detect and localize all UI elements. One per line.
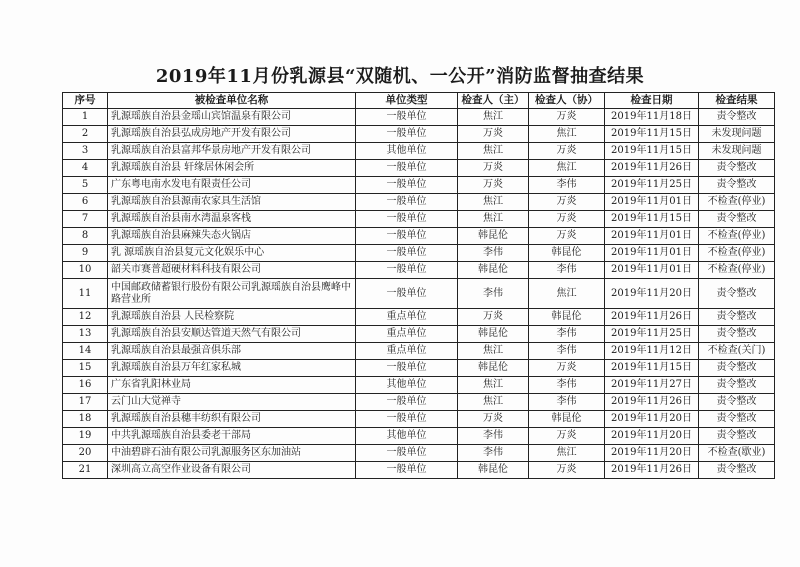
inspection-result-cell: 责令整改	[699, 394, 775, 411]
unit-name-cell: 中油碧辟石油有限公司乳源服务区东加油站	[108, 445, 356, 462]
table-row	[63, 211, 775, 228]
inspection-result-cell: 不检查(关门)	[699, 343, 775, 360]
row-index-cell: 7	[63, 211, 108, 228]
row-index-cell: 14	[63, 343, 108, 360]
unit-type-cell: 一般单位	[356, 177, 458, 194]
inspection-result-cell: 责令整改	[699, 309, 775, 326]
inspection-results-table	[62, 92, 775, 479]
assist-inspector-cell: 万炎	[529, 194, 605, 211]
row-index-cell: 18	[63, 411, 108, 428]
table-row	[63, 326, 775, 343]
inspection-result-cell: 未发现问题	[699, 143, 775, 160]
table-row	[63, 445, 775, 462]
row-index-cell: 10	[63, 262, 108, 279]
unit-type-cell: 一般单位	[356, 394, 458, 411]
inspection-result-cell: 不检查(停业)	[699, 194, 775, 211]
table-row	[63, 245, 775, 262]
unit-type-cell: 一般单位	[356, 462, 458, 479]
inspection-result-cell: 责令整改	[699, 377, 775, 394]
inspection-date-cell: 2019年11月01日	[605, 245, 699, 262]
inspection-result-cell: 责令整改	[699, 411, 775, 428]
row-index-cell: 16	[63, 377, 108, 394]
assist-inspector-cell: 万炎	[529, 462, 605, 479]
unit-type-cell: 一般单位	[356, 262, 458, 279]
table-row	[63, 126, 775, 143]
header-index: 序号	[63, 93, 108, 109]
unit-type-cell: 一般单位	[356, 160, 458, 177]
assist-inspector-cell: 焦江	[529, 279, 605, 309]
inspection-date-cell: 2019年11月26日	[605, 160, 699, 177]
document-title: 2019年11月份乳源县“双随机、一公开”消防监督抽查结果	[155, 66, 645, 87]
assist-inspector-cell: 万炎	[529, 109, 605, 126]
row-index-cell: 20	[63, 445, 108, 462]
assist-inspector-cell: 韩昆伦	[529, 245, 605, 262]
lead-inspector-cell: 万炎	[458, 160, 529, 177]
header-unit-name: 被检查单位名称	[108, 93, 356, 109]
inspection-result-cell: 责令整改	[699, 177, 775, 194]
row-index-cell: 2	[63, 126, 108, 143]
assist-inspector-cell: 李伟	[529, 394, 605, 411]
unit-type-cell: 一般单位	[356, 445, 458, 462]
assist-inspector-cell: 李伟	[529, 262, 605, 279]
row-index-cell: 1	[63, 109, 108, 126]
lead-inspector-cell: 万炎	[458, 177, 529, 194]
unit-name-cell: 中共乳源瑶族自治县委老干部局	[108, 428, 356, 445]
row-index-cell: 6	[63, 194, 108, 211]
table-row	[63, 411, 775, 428]
assist-inspector-cell: 焦江	[529, 126, 605, 143]
inspection-result-cell: 责令整改	[699, 428, 775, 445]
table-row	[63, 462, 775, 479]
unit-type-cell: 重点单位	[356, 326, 458, 343]
inspection-result-cell: 不检查(歇业)	[699, 445, 775, 462]
lead-inspector-cell: 万炎	[458, 411, 529, 428]
row-index-cell: 13	[63, 326, 108, 343]
inspection-date-cell: 2019年11月15日	[605, 211, 699, 228]
assist-inspector-cell: 万炎	[529, 228, 605, 245]
lead-inspector-cell: 焦江	[458, 143, 529, 160]
unit-type-cell: 一般单位	[356, 279, 458, 309]
header-inspection-result: 检查结果	[699, 93, 775, 109]
lead-inspector-cell: 李伟	[458, 428, 529, 445]
unit-name-cell: 乳 源瑶族自治县复元文化娱乐中心	[108, 245, 356, 262]
lead-inspector-cell: 韩昆伦	[458, 262, 529, 279]
inspection-date-cell: 2019年11月15日	[605, 360, 699, 377]
table-row	[63, 160, 775, 177]
assist-inspector-cell: 焦江	[529, 445, 605, 462]
unit-type-cell: 其他单位	[356, 143, 458, 160]
lead-inspector-cell: 韩昆伦	[458, 360, 529, 377]
assist-inspector-cell: 韩昆伦	[529, 309, 605, 326]
inspection-date-cell: 2019年11月20日	[605, 445, 699, 462]
inspection-result-cell: 责令整改	[699, 211, 775, 228]
inspection-result-cell: 责令整改	[699, 279, 775, 309]
unit-type-cell: 重点单位	[356, 343, 458, 360]
table-row	[63, 262, 775, 279]
inspection-date-cell: 2019年11月12日	[605, 343, 699, 360]
row-index-cell: 11	[63, 279, 108, 309]
row-index-cell: 4	[63, 160, 108, 177]
lead-inspector-cell: 焦江	[458, 109, 529, 126]
inspection-result-cell: 责令整改	[699, 109, 775, 126]
header-assist-inspector: 检查人（协）	[529, 93, 605, 109]
unit-name-cell: 乳源瑶族自治县麻辣失态火锅店	[108, 228, 356, 245]
lead-inspector-cell: 韩昆伦	[458, 326, 529, 343]
lead-inspector-cell: 韩昆伦	[458, 228, 529, 245]
lead-inspector-cell: 李伟	[458, 279, 529, 309]
inspection-result-cell: 未发现问题	[699, 126, 775, 143]
row-index-cell: 9	[63, 245, 108, 262]
table-row	[63, 177, 775, 194]
inspection-date-cell: 2019年11月15日	[605, 126, 699, 143]
table-row	[63, 279, 775, 309]
table-row	[63, 109, 775, 126]
inspection-date-cell: 2019年11月25日	[605, 177, 699, 194]
unit-name-cell: 乳源瑶族自治县金瑶山宾馆温泉有限公司	[108, 109, 356, 126]
inspection-date-cell: 2019年11月15日	[605, 143, 699, 160]
unit-type-cell: 一般单位	[356, 109, 458, 126]
assist-inspector-cell: 李伟	[529, 377, 605, 394]
table-row	[63, 360, 775, 377]
row-index-cell: 21	[63, 462, 108, 479]
inspection-date-cell: 2019年11月26日	[605, 394, 699, 411]
row-index-cell: 15	[63, 360, 108, 377]
lead-inspector-cell: 韩昆伦	[458, 462, 529, 479]
table-row	[63, 343, 775, 360]
table-body	[63, 109, 775, 479]
lead-inspector-cell: 焦江	[458, 394, 529, 411]
unit-type-cell: 一般单位	[356, 228, 458, 245]
unit-type-cell: 其他单位	[356, 428, 458, 445]
inspection-result-cell: 责令整改	[699, 160, 775, 177]
row-index-cell: 5	[63, 177, 108, 194]
assist-inspector-cell: 李伟	[529, 343, 605, 360]
header-inspection-date: 检查日期	[605, 93, 699, 109]
unit-type-cell: 一般单位	[356, 211, 458, 228]
unit-name-cell: 广东省乳阳林业局	[108, 377, 356, 394]
lead-inspector-cell: 焦江	[458, 377, 529, 394]
inspection-date-cell: 2019年11月01日	[605, 228, 699, 245]
unit-type-cell: 一般单位	[356, 245, 458, 262]
inspection-date-cell: 2019年11月18日	[605, 109, 699, 126]
lead-inspector-cell: 焦江	[458, 343, 529, 360]
inspection-date-cell: 2019年11月20日	[605, 411, 699, 428]
lead-inspector-cell: 万炎	[458, 309, 529, 326]
lead-inspector-cell: 万炎	[458, 126, 529, 143]
header-lead-inspector: 检查人（主）	[458, 93, 529, 109]
unit-name-cell: 云门山大觉禅寺	[108, 394, 356, 411]
inspection-result-cell: 不检查(停业)	[699, 262, 775, 279]
table-row	[63, 394, 775, 411]
assist-inspector-cell: 万炎	[529, 428, 605, 445]
unit-name-cell: 乳源瑶族自治县富邦华景房地产开发有限公司	[108, 143, 356, 160]
inspection-date-cell: 2019年11月25日	[605, 326, 699, 343]
assist-inspector-cell: 万炎	[529, 143, 605, 160]
unit-name-cell: 乳源瑶族自治县南水湾温泉客栈	[108, 211, 356, 228]
lead-inspector-cell: 李伟	[458, 445, 529, 462]
assist-inspector-cell: 韩昆伦	[529, 411, 605, 428]
row-index-cell: 17	[63, 394, 108, 411]
inspection-date-cell: 2019年11月20日	[605, 428, 699, 445]
table-row	[63, 194, 775, 211]
inspection-date-cell: 2019年11月26日	[605, 462, 699, 479]
unit-name-cell: 乳源瑶族自治县源南农家具生活馆	[108, 194, 356, 211]
table-row	[63, 309, 775, 326]
table-header-row	[63, 93, 775, 109]
row-index-cell: 12	[63, 309, 108, 326]
inspection-result-cell: 责令整改	[699, 326, 775, 343]
unit-name-cell: 乳源瑶族自治县万年红家私城	[108, 360, 356, 377]
unit-type-cell: 重点单位	[356, 309, 458, 326]
assist-inspector-cell: 万炎	[529, 360, 605, 377]
inspection-result-cell: 不检查(停业)	[699, 245, 775, 262]
unit-name-cell: 乳源瑶族自治县 人民检察院	[108, 309, 356, 326]
assist-inspector-cell: 万炎	[529, 211, 605, 228]
assist-inspector-cell: 李伟	[529, 326, 605, 343]
assist-inspector-cell: 李伟	[529, 177, 605, 194]
lead-inspector-cell: 焦江	[458, 194, 529, 211]
inspection-date-cell: 2019年11月20日	[605, 279, 699, 309]
inspection-result-cell: 不检查(停业)	[699, 228, 775, 245]
unit-type-cell: 其他单位	[356, 377, 458, 394]
inspection-result-cell: 责令整改	[699, 462, 775, 479]
row-index-cell: 3	[63, 143, 108, 160]
unit-name-cell: 中国邮政储蓄银行股份有限公司乳源瑶族自治县鹰峰中路营业所	[108, 279, 356, 309]
inspection-result-cell: 责令整改	[699, 360, 775, 377]
assist-inspector-cell: 焦江	[529, 160, 605, 177]
unit-name-cell: 韶关市赛普超硬材料科技有限公司	[108, 262, 356, 279]
unit-name-cell: 乳源瑶族自治县弘成房地产开发有限公司	[108, 126, 356, 143]
row-index-cell: 8	[63, 228, 108, 245]
lead-inspector-cell: 焦江	[458, 211, 529, 228]
lead-inspector-cell: 李伟	[458, 245, 529, 262]
inspection-date-cell: 2019年11月26日	[605, 309, 699, 326]
inspection-date-cell: 2019年11月27日	[605, 377, 699, 394]
inspection-date-cell: 2019年11月01日	[605, 262, 699, 279]
unit-type-cell: 一般单位	[356, 194, 458, 211]
table-row	[63, 428, 775, 445]
unit-name-cell: 乳源瑶族自治县穗丰纺织有限公司	[108, 411, 356, 428]
row-index-cell: 19	[63, 428, 108, 445]
inspection-date-cell: 2019年11月01日	[605, 194, 699, 211]
unit-type-cell: 一般单位	[356, 126, 458, 143]
unit-name-cell: 广东粤电南水发电有限责任公司	[108, 177, 356, 194]
unit-name-cell: 深圳高立高空作业设备有限公司	[108, 462, 356, 479]
table-row	[63, 143, 775, 160]
unit-name-cell: 乳源瑶族自治县安顺达管道天然气有限公司	[108, 326, 356, 343]
unit-name-cell: 乳源瑶族自治县 轩缘居休闲会所	[108, 160, 356, 177]
unit-type-cell: 一般单位	[356, 411, 458, 428]
table-row	[63, 228, 775, 245]
unit-type-cell: 一般单位	[356, 360, 458, 377]
unit-name-cell: 乳源瑶族自治县最强音俱乐部	[108, 343, 356, 360]
header-unit-type: 单位类型	[356, 93, 458, 109]
table-row	[63, 377, 775, 394]
